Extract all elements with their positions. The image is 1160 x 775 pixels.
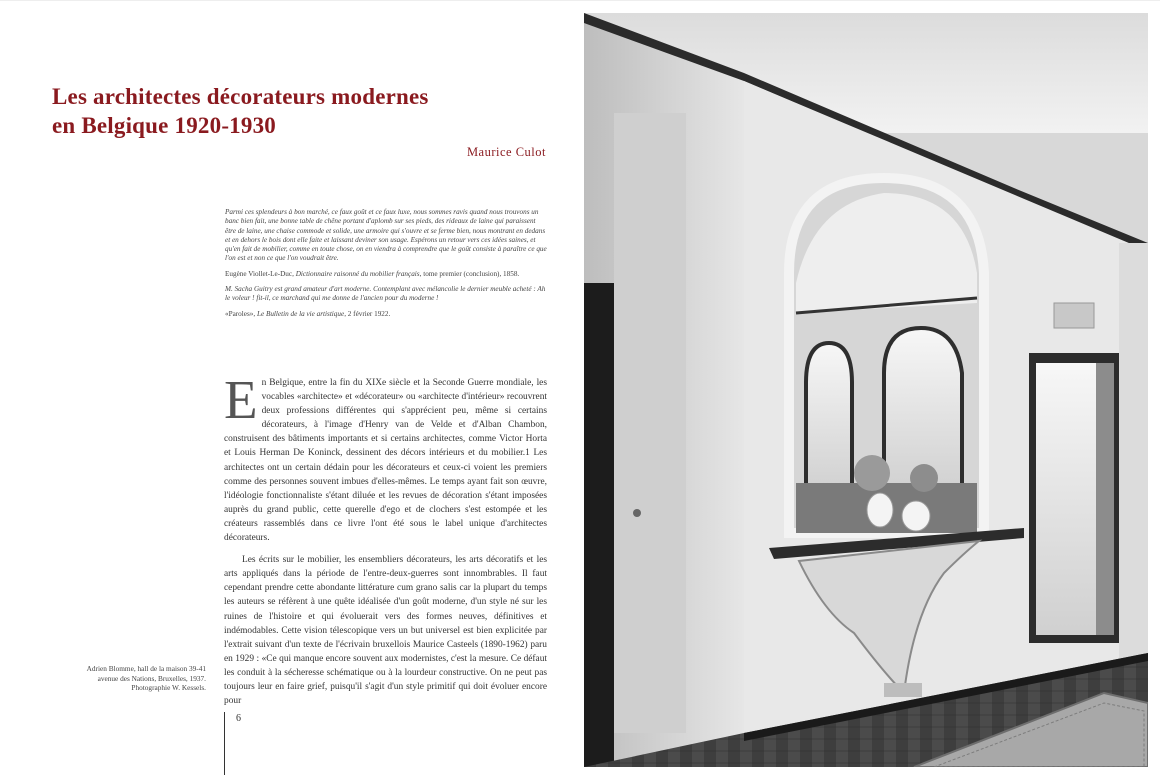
chapter-title-line-1: Les architectes décorateurs modernes bbox=[52, 84, 429, 109]
author-name: Maurice Culot bbox=[466, 145, 546, 159]
epigraph-quote-2: M. Sacha Guitry est grand amateur d'art moderne. Contemplant avec mélancolie le dernier meuble acheté : Ah le voleur ! fit-il, ce marchand qui me donne de l'ancien pour du moderne ! bbox=[225, 285, 546, 303]
body-paragraph-1-text: n Belgique, entre la fin du XIXe siècle et la Seconde Guerre mondiale, les vocables «architecte» et «décorateur» ou «architecte d'intérieur» recouvrent deux professions différentes qui s'apprécient peu, même si certains décorateurs, à l'image d'Henry van de Velde et d'Alban Chambon, construisent des bâtiments importants et si certains architectes, comme Victor Horta et Louis Herman De Koninck, dessinent des décors intérieurs et du mobilier.1 Les architectes ont un certain dédain pour les décorateurs et ceux-ci voient les premiers comme des personnes souvent imbues d'elles-mêmes. Le temps ayant fait son œuvre, l'idéologie fonctionnaliste s'étant diluée et les revues de décoration s'étant imposées auprès du grand public, cette querelle d'ego et de clochers s'est estompée et les créateurs rassemblés dans ce livre l'ont été sous le label unique d'architectes décorateurs. bbox=[224, 378, 547, 544]
page-number-rule bbox=[224, 712, 225, 775]
wall-vent bbox=[1054, 303, 1094, 328]
source-1-author: Eugène Viollet-Le-Duc, bbox=[225, 269, 296, 278]
source-2-start: «Paroles», bbox=[225, 309, 257, 318]
epigraph-source-2 bbox=[225, 310, 548, 319]
interior-photograph bbox=[584, 13, 1148, 767]
flowers-right bbox=[910, 464, 938, 492]
epigraph bbox=[225, 208, 548, 319]
body-paragraph-2: Les écrits sur le mobilier, les ensembliers décorateurs, les arts décoratifs et les arts appliqués dans la période de l'entre-deux-guerres sont innombrables. Il faut cependant prendre cette abondante littérature cum grano salis car la plupart du temps les auteurs se réfèrent à une quête idéalisée d'un goût moderne, d'un style né sur les ruines de l'histoire et qui évoluerait vers des formes neuves, définitives et indémodables. Cette vision télescopique vers un but universel est bien explicitée par l'extrait suivant d'un texte de l'écrivain bruxellois Maurice Casteels (1890-1962) paru en 1929 : «Ce qui manque encore souvent aux modernistes, c'est la mesure. Ce défaut les conduit à la sécheresse schématique ou à la lourdeur constructive. On ne peut pas toujours leur en faire grief, puisqu'il s'agit d'un style primitif qui doit évoluer encore pour bbox=[224, 555, 547, 707]
flowers-left bbox=[854, 455, 890, 491]
chapter-title bbox=[52, 82, 512, 140]
epigraph-source-1 bbox=[225, 270, 548, 279]
source-2-rest: , 2 février 1922. bbox=[344, 309, 391, 318]
left-doorway bbox=[584, 283, 614, 767]
inner-window-left bbox=[806, 343, 852, 493]
source-1-rest: , tome premier (conclusion), 1858. bbox=[419, 269, 520, 278]
vase-left bbox=[867, 493, 893, 527]
drop-cap: E bbox=[224, 369, 258, 430]
right-pillar bbox=[1119, 243, 1148, 663]
caption-line-1: Adrien Blomme, hall de la maison 39-41 bbox=[86, 664, 206, 673]
vase-right bbox=[902, 501, 930, 531]
body-paragraph-1 bbox=[224, 369, 547, 545]
right-window-glass bbox=[1036, 363, 1096, 635]
photo-caption bbox=[60, 664, 206, 693]
hall-photo-illustration bbox=[584, 13, 1148, 767]
caption-line-2: avenue des Nations, Bruxelles, 1937. bbox=[97, 673, 206, 683]
console-base bbox=[884, 683, 922, 697]
right-window-curtain bbox=[1096, 363, 1114, 635]
epigraph-quote-1: Parmi ces splendeurs à bon marché, ce faux goût et ce faux luxe, nous sommes ravis quand nous trouvons un banc bien fait, une bonne table de chêne portant d'aplomb sur ses pieds, des rideaux de laine qui paraissent être de laine, une chaise commode et solide, une armoire qui s'ouvre et se ferme bien, nous montrant en dedans et en dehors le bois dont elle faite et laissant deviner son usage. Espérons un retour vers ces idées saines, et qu'en fait de mobilier, comme en toute chose, on en viendra à comprendre que le goût consiste à paraître ce que l'on est et non ce que l'on voudrait être. bbox=[225, 208, 547, 263]
body-text bbox=[224, 369, 547, 708]
source-1-work: Dictionnaire raisonné du mobilier français bbox=[295, 269, 420, 278]
wall-button bbox=[633, 509, 641, 517]
left-pilaster bbox=[614, 113, 686, 733]
source-2-work: Le Bulletin de la vie artistique bbox=[256, 309, 345, 318]
caption-line-3: Photographie W. Kessels. bbox=[131, 683, 206, 692]
page-number: 6 bbox=[236, 713, 241, 724]
chapter-title-line-2: en Belgique 1920-1930 bbox=[52, 113, 276, 138]
